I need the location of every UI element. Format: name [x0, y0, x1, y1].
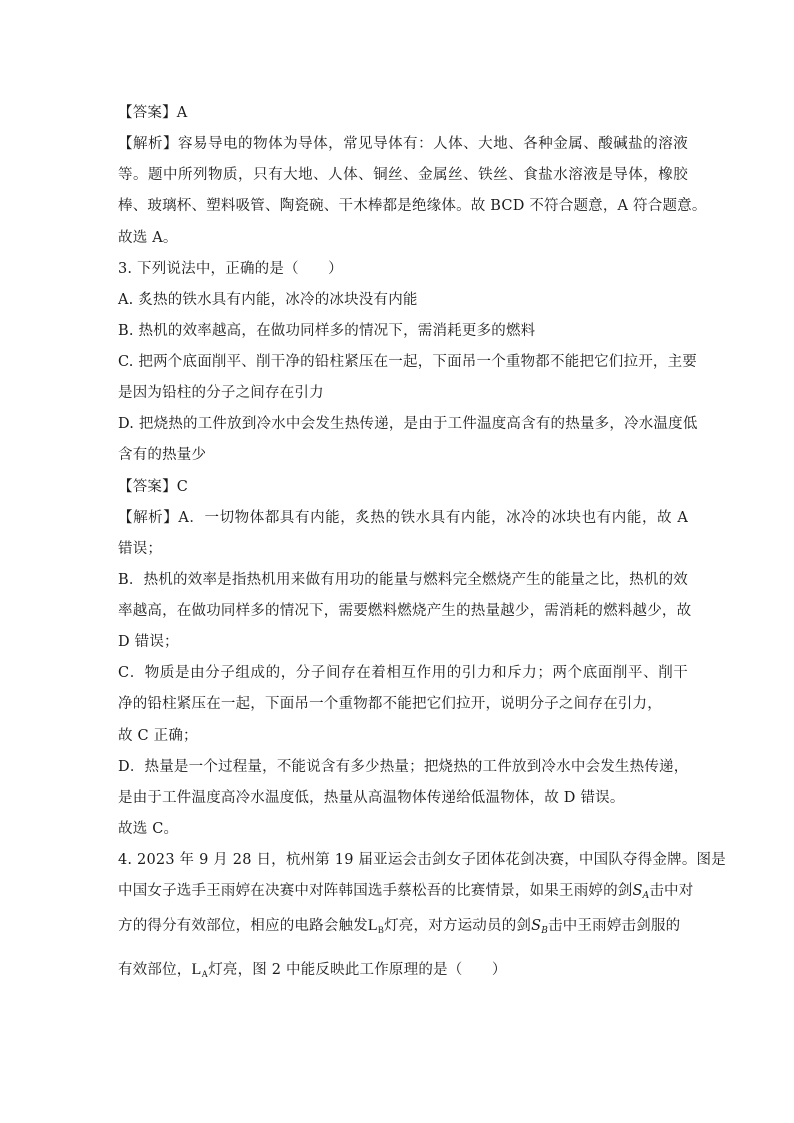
q3-analysis-b-line-3: D 错误；: [118, 634, 179, 650]
q2-analysis-line-1: 【解析】容易导电的物体为导体，常见导体有：人体、大地、各种金属、酸碱盐的溶液: [118, 136, 688, 152]
q4-line-2-text-b: 击中对: [649, 883, 694, 899]
q3-analysis-a-line-1: 【解析】A．一切物体都具有内能，炙热的铁水具有内能，冰冷的冰块也有内能，故 A: [118, 510, 688, 526]
q4-line-3-text-c: 击中王雨婷击剑服的: [548, 918, 681, 934]
symbol-lamp-la: $L_A$: [191, 961, 209, 979]
q3-option-c-line-1: C. 把两个底面削平、削干净的铅柱紧压在一起，下面吊一个重物都不能把它们拉开，主要: [118, 354, 697, 370]
q2-answer: 【答案】A: [118, 105, 188, 121]
q2-analysis-line-3: 棒、玻璃杯、塑料吸管、陶瓷碗、干木棒都是绝缘体。故 BCD 不符合题意，A 符合题意。: [118, 198, 707, 214]
q4-line-3-text-a: 方的得分有效部位，相应的电路会触发: [118, 918, 368, 934]
symbol-switch-sa: $S_A$: [632, 883, 650, 901]
q4-line-3-text-b: 灯亮，对方运动员的剑: [384, 918, 532, 934]
q3-analysis-c-line-2: 净的铅柱紧压在一起，下面吊一个重物都不能把它们拉开，说明分子之间存在引力，: [118, 696, 662, 712]
q3-option-d-line-1: D. 把烧热的工件放到冷水中会发生热传递，是由于工件温度高含有的热量多，冷水温度低: [118, 416, 698, 432]
q3-answer: 【答案】C: [118, 479, 189, 495]
q4-stem-line-4: [118, 960, 688, 984]
q2-conclusion: 故选 A。: [118, 230, 178, 246]
q4-stem-line-2: [118, 881, 694, 906]
q3-option-b: B. 热机的效率越高，在做功同样多的情况下，需消耗更多的燃料: [118, 323, 536, 339]
q4-stem-line-1: 4. 2023 年 9 月 28 日，杭州第 19 届亚运会击剑女子团体花剑决赛，中国队夺得金牌。图是: [118, 852, 726, 868]
q3-stem: 3. 下列说法中，正确的是（ ）: [118, 261, 343, 277]
q4-line-2-text-a: 中国女子选手王雨婷在决赛中对阵韩国选手蔡松吾的比赛情景，如果王雨婷的剑: [118, 883, 633, 899]
q3-analysis-c-line-3: 故 C 正确；: [118, 728, 198, 744]
q3-analysis-d-line-2: 是由于工件温度高冷水温度低，热量从高温物体传递给低温物体，故 D 错误。: [118, 790, 625, 806]
q3-analysis-a-line-2: 错误；: [118, 541, 163, 557]
symbol-switch-sb: $S_B$: [531, 918, 549, 936]
q3-analysis-b-line-2: 率越高，在做功同样多的情况下，需要燃料燃烧产生的热量越少，需消耗的燃料越少，故: [118, 603, 692, 619]
q3-analysis-c-line-1: C．物质是由分子组成的，分子间存在着相互作用的引力和斥力；两个底面削平、削干: [118, 665, 688, 681]
q3-option-a: A. 炙热的铁水具有内能，冰冷的冰块没有内能: [118, 292, 418, 308]
symbol-lamp-lb: $L_B$: [367, 917, 385, 935]
q3-conclusion: 故选 C。: [118, 821, 179, 837]
q4-line-4-text-b: 灯亮，图 2 中能反映此工作原理的是（ ）: [208, 962, 507, 978]
q4-line-4-text-a: 有效部位，: [118, 962, 192, 978]
q3-option-c-line-2: 是因为铅柱的分子之间存在引力: [118, 385, 324, 401]
q3-analysis-b-line-1: B．热机的效率是指热机用来做有用功的能量与燃料完全燃烧产生的能量之比，热机的效: [118, 572, 688, 588]
q3-option-d-line-2: 含有的热量少: [118, 447, 207, 463]
q4-stem-line-3: [118, 916, 688, 941]
q2-analysis-line-2: 等。题中所列物质，只有大地、人体、铜丝、金属丝、铁丝、食盐水溶液是导体，橡胶: [118, 167, 688, 183]
q3-analysis-d-line-1: D．热量是一个过程量，不能说含有多少热量；把烧热的工件放到冷水中会发生热传递，: [118, 759, 689, 775]
